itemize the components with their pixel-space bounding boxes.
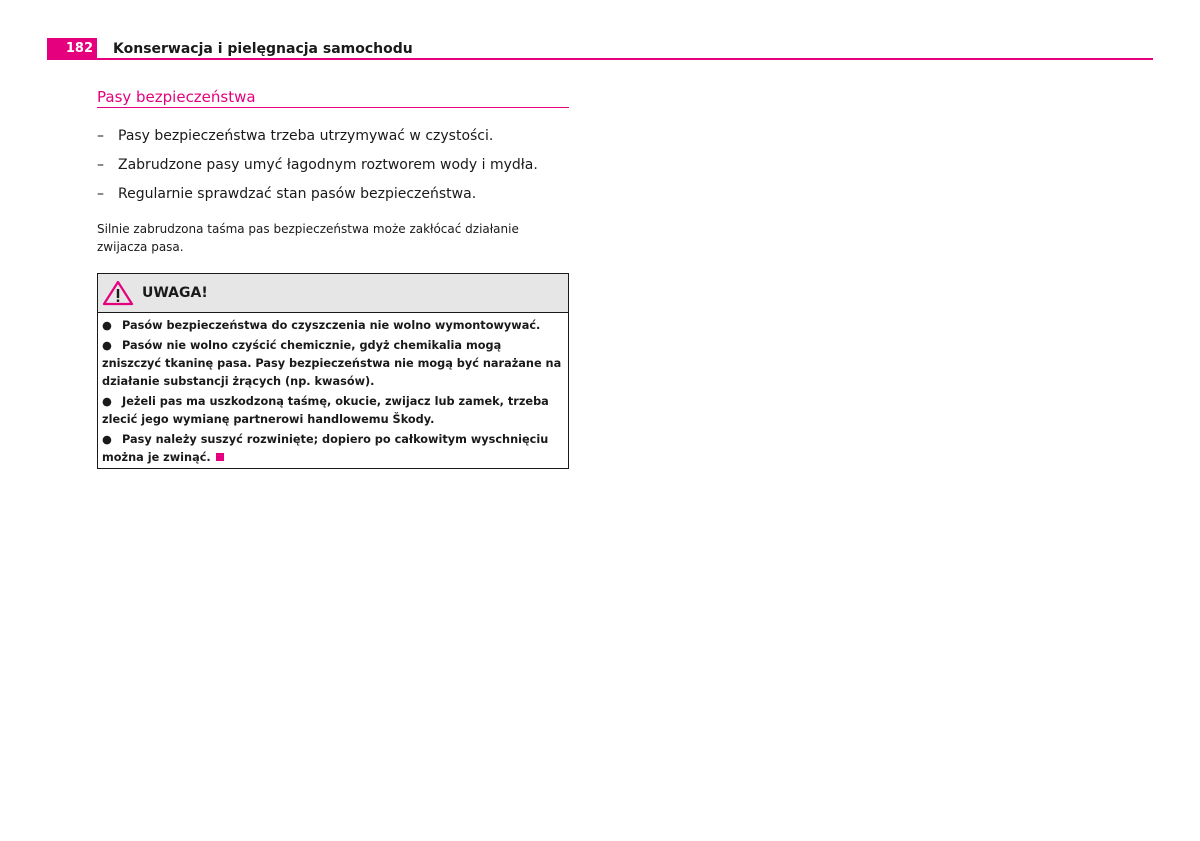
instruction-text: Pasy bezpieczeństwa trzeba utrzymywać w czystości. — [118, 128, 494, 144]
dash-marker: – — [97, 186, 104, 202]
note-paragraph: Silnie zabrudzona taśma pas bezpieczeństwa może zakłócać działanie zwijacza pasa. — [97, 222, 519, 254]
dash-marker: – — [97, 157, 104, 173]
end-of-section-marker — [216, 453, 224, 461]
header-rule — [97, 58, 1153, 60]
warning-item — [102, 431, 564, 467]
warning-header — [98, 274, 568, 313]
instruction-item — [97, 155, 569, 184]
instruction-text: Regularnie sprawdzać stan pasów bezpieczeństwa. — [118, 186, 477, 202]
bullet-marker: ● — [102, 395, 112, 408]
warning-item — [102, 317, 564, 335]
bullet-marker: ● — [102, 339, 112, 352]
warning-body — [98, 313, 568, 467]
instruction-item — [97, 126, 569, 155]
bullet-marker: ● — [102, 433, 112, 446]
warning-item-text: Pasy należy suszyć rozwinięte; dopiero po całkowitym wyschnięciu można je zwinąć. — [102, 433, 549, 464]
warning-box — [97, 273, 569, 469]
dash-marker: – — [97, 128, 104, 144]
section-rule — [97, 107, 569, 108]
warning-item — [102, 337, 564, 391]
instruction-text: Zabrudzone pasy umyć łagodnym roztworem wody i mydła. — [118, 157, 538, 173]
warning-item-text: Jeżeli pas ma uszkodzoną taśmę, okucie, zwijacz lub zamek, trzeba zlecić jego wymianę partnerowi handlowemu Škody. — [102, 395, 549, 426]
bullet-marker: ● — [102, 319, 112, 332]
instruction-item — [97, 184, 569, 213]
warning-item-text: Pasów nie wolno czyścić chemicznie, gdyż chemikalia mogą zniszczyć tkaninę pasa. Pasy bezpieczeństwa nie mogą być narażane na działanie substancji żrących (np. kwasów). — [102, 339, 562, 388]
page-number: 182 — [47, 38, 97, 60]
warning-item — [102, 393, 564, 429]
instruction-list — [97, 126, 569, 213]
warning-title: UWAGA! — [142, 285, 208, 301]
chapter-title: Konserwacja i pielęgnacja samochodu — [113, 41, 413, 57]
warning-triangle-icon — [102, 280, 134, 306]
section-title: Pasy bezpieczeństwa — [97, 88, 256, 106]
warning-item-text: Pasów bezpieczeństwa do czyszczenia nie wolno wymontowywać. — [122, 319, 541, 332]
